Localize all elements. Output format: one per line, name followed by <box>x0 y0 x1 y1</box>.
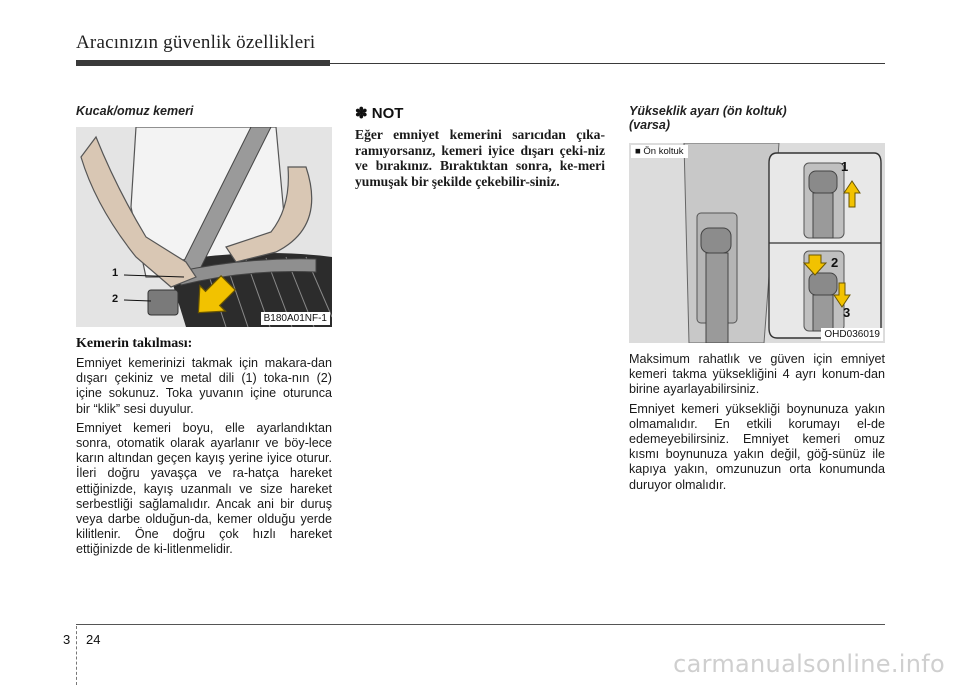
note-text: Eğer emniyet kemerini sarıcıdan çıka-ramıyorsanız, kemeri iyice dışarı çeki-niz ve bırakınız. Bıraktıktan sonra, ke-meri yumuşak bir şekilde çekebilir-siniz. <box>355 127 605 189</box>
watermark: carmanualsonline.info <box>673 650 945 678</box>
callout-2: 2 <box>831 255 839 270</box>
header-rule-thick <box>76 60 330 66</box>
fastening-paragraph-2: Emniyet kemeri boyu, elle ayarlandıktan sonra, otomatik olarak ayarlanır ve böy-lece karın altından geçen kayış yerine iyice oturur. İleri doğru yavaşça ve ra-hatça hareket ettiğinizde, kayış uzanmalı ve size hareket serbestliği sağlamalıdır. Ancak ani bir duruş veya darbe olduğun-da, kemer olduğu yerde kilitlenir. Öne doğru çok hızlı hareket ettiğinizde de ki-litlenmelidir. <box>76 420 332 557</box>
right-column <box>629 104 885 497</box>
seatbelt-fastening-illustration <box>76 127 332 327</box>
footer-rule <box>76 624 885 625</box>
height-adjust-subheading: Yükseklik ayarı (ön koltuk) <box>629 104 787 118</box>
height-paragraph-2: Emniyet kemeri yüksekliği boynunuza yakın olmamalıdır. En etkili korumayı el-de edemeyebilirsiniz. Emniyet kemeri omuz kısmı boynunuza yakın değil, göğ-sünüz ile kapıya yakın, omzunuzun orta konumunda duruyor olmalıdır. <box>629 401 885 492</box>
callout-3: 3 <box>843 305 851 320</box>
height-paragraph-1: Maksimum rahatlık ve güven için emniyet kemeri takma yüksekliğini 4 ayrı konum-dan birine ayarlayabilirsiniz. <box>629 352 885 397</box>
fastening-section-title: Kemerin takılması: <box>76 336 193 351</box>
figure-code: B180A01NF-1 <box>261 312 330 325</box>
height-adjust-subheading-optional: (varsa) <box>629 118 670 132</box>
section-number: 3 <box>63 632 71 647</box>
lap-shoulder-belt-subheading: Kucak/omuz kemeri <box>76 104 194 118</box>
footer-divider <box>76 626 77 685</box>
left-column <box>76 104 332 562</box>
callout-1: 1 <box>112 267 119 279</box>
front-seat-caption: ■ Ön koltuk <box>631 145 688 158</box>
fastening-paragraph-1: Emniyet kemerinizi takmak için makara-dan dışarı çekiniz ve metal dili (1) toka-nın (2) içine sokunuz. Toka yuvanın içine oturunca bir “klik” sesi duyulur. <box>76 356 332 416</box>
callout-1: 1 <box>841 159 849 174</box>
middle-column <box>355 104 605 189</box>
header-rule-thin <box>330 63 885 64</box>
figure-code: OHD036019 <box>821 328 883 341</box>
note-title: ✽ NOT <box>355 105 404 122</box>
height-adjuster-illustration <box>629 143 885 343</box>
page-header-title: Aracınızın güvenlik özellikleri <box>76 32 316 53</box>
page-number: 24 <box>86 632 101 647</box>
callout-2: 2 <box>112 293 119 305</box>
